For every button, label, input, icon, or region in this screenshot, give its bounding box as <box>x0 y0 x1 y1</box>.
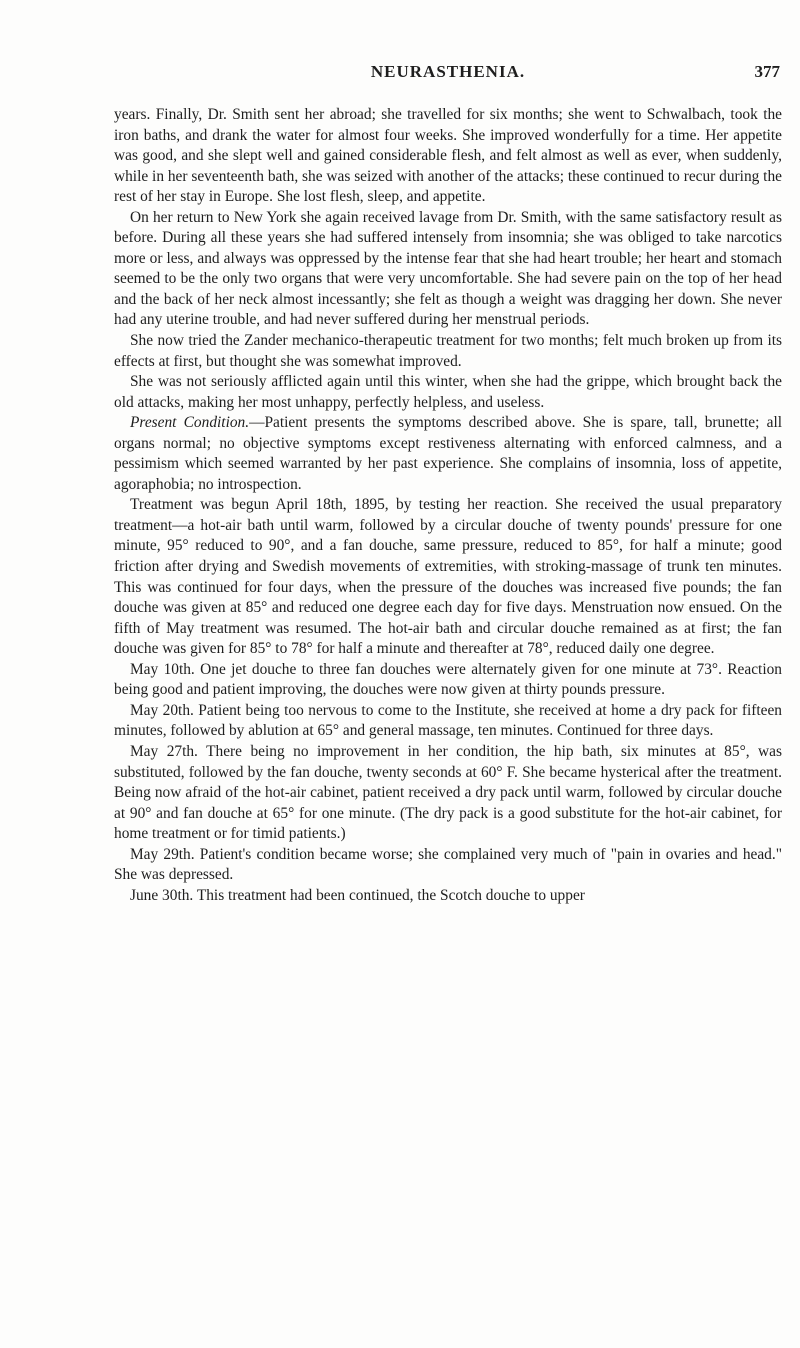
chapter-title: NEURASTHENIA. <box>370 62 526 81</box>
section-lead-dash: — <box>249 414 265 432</box>
body-text <box>114 105 782 906</box>
paragraph: May 20th. Patient being too nervous to come to the Institute, she received at home a dry pack for fifteen minutes, followed by ablution at 65° and general massage, ten minutes. Continued for three days. <box>114 701 782 740</box>
paragraph: She now tried the Zander mechanico-therapeutic treatment for two months; felt much broken up from its effects at first, but thought she was somewhat improved. <box>114 332 782 370</box>
paragraph: Treatment was begun April 18th, 1895, by testing her reaction. She received the usual preparatory treatment—a hot-air bath until warm, followed by a circular douche of twenty pounds' pressure for one minute, 95° reduced to 90°, and a fan douche, same pressure, reduced to 85°, for half a minute; good friction after drying and Swedish movements of extremities, with stroking-massage of trunk ten minutes. This was continued for four days, when the pressure of the douches was increased five pounds; the fan douche was given at 85° and reduced one degree each day for five days. Menstruation now ensued. On the fifth of May treatment was resumed. The hot-air bath and circular douche remained as at first; the fan douche was given for 85° to 78° for half a minute and thereafter at 78°, reduced daily one degree. <box>114 496 782 658</box>
page-number: 377 <box>754 62 780 81</box>
paragraph: On her return to New York she again received lavage from Dr. Smith, with the same satisfactory result as before. During all these years she had suffered intensely from insomnia; she was obliged to take narcotics more or less, and always was oppressed by the intense fear that she had heart trouble; her heart and stomach seemed to be the only two organs that were very uncomfortable. She had severe pain on the top of her head and the back of her neck almost incessantly; she felt as though a weight was dragging her down. She never had any uterine trouble, and had never suffered during her menstrual periods. <box>114 208 782 329</box>
running-head <box>114 62 782 86</box>
paragraph-text: Patient presents the symptoms described above. She is spare, tall, brunette; all organs normal; no objective symptoms except restiveness alternating with enforced calmness, and a pessimism which seemed warranted by her past experience. She complains of insomnia, loss of appetite, agoraphobia; no introspection. <box>114 414 782 493</box>
paragraph: June 30th. This treatment had been continued, the Scotch douche to upper <box>130 886 585 904</box>
paragraph: May 29th. Patient's condition became worse; she complained very much of "pain in ovaries and head." She was depressed. <box>114 845 782 884</box>
paragraph: May 27th. There being no improvement in her condition, the hip bath, six minutes at 85°, was substituted, followed by the fan douche, twenty seconds at 60° F. She became hysterical after the treatment. Being now afraid of the hot-air cabinet, patient received a dry pack until warm, followed by circular douche at 90° and fan douche at 65° for one minute. (The dry pack is a good substitute for the hot-air cabinet, for home treatment or for timid patients.) <box>114 742 782 843</box>
paragraph: years. Finally, Dr. Smith sent her abroad; she travelled for six months; she went to Schwalbach, took the iron baths, and drank the water for almost four weeks. She improved wonderfully for a time. Her appetite was good, and she slept well and gained considerable flesh, and felt almost as well as ever, when suddenly, while in her seventeenth bath, she was seized with another of the attacks; these continued to recur during the rest of her stay in Europe. She lost flesh, sleep, and appetite. <box>114 106 782 206</box>
paragraph: She was not seriously afflicted again until this winter, when she had the grippe, which brought back the old attacks, making her most unhappy, perfectly helpless, and useless. <box>114 373 782 411</box>
paragraph: May 10th. One jet douche to three fan douches were alternately given for one minute at 73°. Reaction being good and patient improving, the douches were now given at thirty pounds pressure. <box>114 660 782 699</box>
paragraph-present-condition <box>114 413 782 495</box>
section-lead: Present Condition. <box>130 414 250 432</box>
